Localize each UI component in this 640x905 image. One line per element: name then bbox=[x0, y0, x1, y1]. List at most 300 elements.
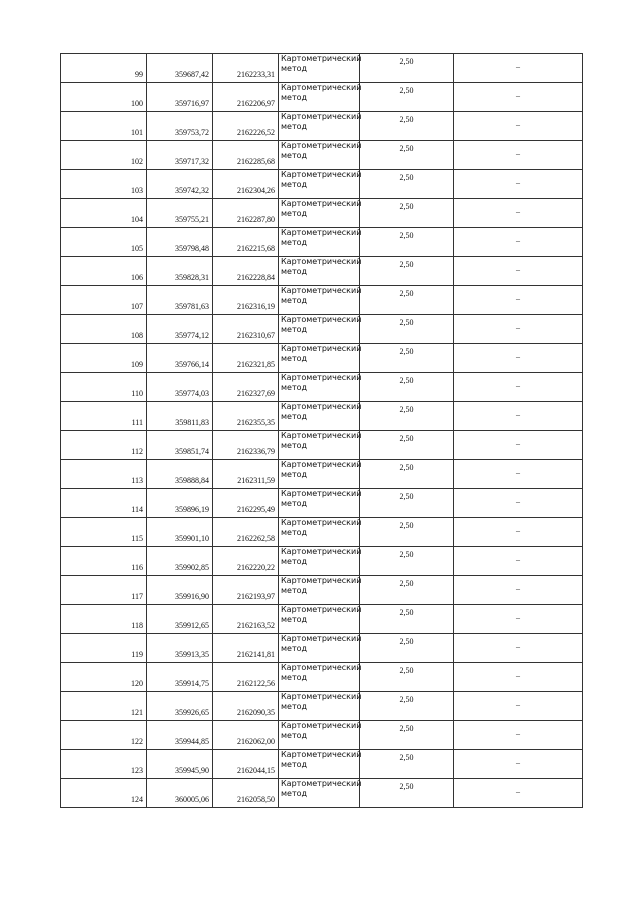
accuracy-cell-text: 2,50 bbox=[399, 144, 414, 153]
accuracy-cell bbox=[360, 663, 454, 692]
accuracy-cell bbox=[360, 199, 454, 228]
method-cell bbox=[279, 170, 360, 199]
accuracy-cell bbox=[360, 576, 454, 605]
accuracy-cell-text: 2,50 bbox=[399, 86, 414, 95]
y-coordinate-cell-text: 2162206,97 bbox=[237, 99, 275, 108]
y-coordinate-cell bbox=[213, 257, 279, 286]
method-cell bbox=[279, 112, 360, 141]
method-cell bbox=[279, 576, 360, 605]
extra-cell-text: – bbox=[516, 671, 520, 680]
method-cell-text: Картометрический метод bbox=[281, 605, 362, 624]
point-number-cell-text: 121 bbox=[131, 708, 143, 717]
accuracy-cell-text: 2,50 bbox=[399, 782, 414, 791]
accuracy-cell-text: 2,50 bbox=[399, 115, 414, 124]
x-coordinate-cell bbox=[147, 460, 213, 489]
table-row bbox=[61, 750, 583, 779]
accuracy-cell bbox=[360, 170, 454, 199]
point-number-cell-text: 111 bbox=[131, 418, 143, 427]
accuracy-cell bbox=[360, 518, 454, 547]
extra-cell bbox=[454, 692, 583, 721]
extra-cell-text: – bbox=[516, 526, 520, 535]
extra-cell-text: – bbox=[516, 352, 520, 361]
extra-cell bbox=[454, 518, 583, 547]
y-coordinate-cell bbox=[213, 721, 279, 750]
y-coordinate-cell-text: 2162311,59 bbox=[237, 476, 275, 485]
x-coordinate-cell bbox=[147, 721, 213, 750]
table-row bbox=[61, 518, 583, 547]
y-coordinate-cell bbox=[213, 576, 279, 605]
x-coordinate-cell bbox=[147, 315, 213, 344]
x-coordinate-cell bbox=[147, 199, 213, 228]
point-number-cell bbox=[61, 547, 147, 576]
point-number-cell-text: 99 bbox=[135, 70, 143, 79]
point-number-cell-text: 105 bbox=[131, 244, 143, 253]
y-coordinate-cell bbox=[213, 170, 279, 199]
y-coordinate-cell-text: 2162062,00 bbox=[237, 737, 275, 746]
x-coordinate-cell bbox=[147, 692, 213, 721]
x-coordinate-cell-text: 359774,03 bbox=[175, 389, 209, 398]
extra-cell bbox=[454, 721, 583, 750]
point-number-cell bbox=[61, 373, 147, 402]
y-coordinate-cell-text: 2162122,56 bbox=[237, 679, 275, 688]
extra-cell-text: – bbox=[516, 555, 520, 564]
point-number-cell bbox=[61, 199, 147, 228]
method-cell bbox=[279, 663, 360, 692]
table-row bbox=[61, 54, 583, 83]
accuracy-cell-text: 2,50 bbox=[399, 637, 414, 646]
x-coordinate-cell bbox=[147, 170, 213, 199]
accuracy-cell-text: 2,50 bbox=[399, 173, 414, 182]
method-cell-text: Картометрический метод bbox=[281, 228, 362, 247]
y-coordinate-cell bbox=[213, 402, 279, 431]
extra-cell-text: – bbox=[516, 758, 520, 767]
method-cell-text: Картометрический метод bbox=[281, 779, 362, 798]
extra-cell bbox=[454, 402, 583, 431]
y-coordinate-cell-text: 2162215,68 bbox=[237, 244, 275, 253]
method-cell-text: Картометрический метод bbox=[281, 402, 362, 421]
y-coordinate-cell bbox=[213, 634, 279, 663]
extra-cell-text: – bbox=[516, 497, 520, 506]
method-cell-text: Картометрический метод bbox=[281, 199, 362, 218]
method-cell bbox=[279, 315, 360, 344]
point-number-cell-text: 108 bbox=[131, 331, 143, 340]
table-row bbox=[61, 460, 583, 489]
point-number-cell-text: 113 bbox=[131, 476, 143, 485]
method-cell bbox=[279, 257, 360, 286]
method-cell bbox=[279, 199, 360, 228]
method-cell-text: Картометрический метод bbox=[281, 431, 362, 450]
accuracy-cell-text: 2,50 bbox=[399, 434, 414, 443]
x-coordinate-cell-text: 359716,97 bbox=[175, 99, 209, 108]
method-cell-text: Картометрический метод bbox=[281, 344, 362, 363]
point-number-cell bbox=[61, 460, 147, 489]
method-cell-text: Картометрический метод bbox=[281, 373, 362, 392]
point-number-cell bbox=[61, 779, 147, 808]
method-cell-text: Картометрический метод bbox=[281, 460, 362, 479]
x-coordinate-cell bbox=[147, 750, 213, 779]
point-number-cell bbox=[61, 344, 147, 373]
x-coordinate-cell-text: 359851,74 bbox=[175, 447, 209, 456]
table-row bbox=[61, 547, 583, 576]
table-row bbox=[61, 112, 583, 141]
accuracy-cell-text: 2,50 bbox=[399, 666, 414, 675]
y-coordinate-cell-text: 2162193,97 bbox=[237, 592, 275, 601]
x-coordinate-cell-text: 359828,31 bbox=[175, 273, 209, 282]
point-number-cell-text: 122 bbox=[131, 737, 143, 746]
table-row bbox=[61, 605, 583, 634]
method-cell-text: Картометрический метод bbox=[281, 489, 362, 508]
method-cell bbox=[279, 460, 360, 489]
accuracy-cell bbox=[360, 605, 454, 634]
method-cell-text: Картометрический метод bbox=[281, 518, 362, 537]
y-coordinate-cell bbox=[213, 141, 279, 170]
y-coordinate-cell bbox=[213, 431, 279, 460]
method-cell bbox=[279, 373, 360, 402]
extra-cell-text: – bbox=[516, 323, 520, 332]
y-coordinate-cell-text: 2162058,50 bbox=[237, 795, 275, 804]
extra-cell-text: – bbox=[516, 613, 520, 622]
accuracy-cell bbox=[360, 489, 454, 518]
x-coordinate-cell-text: 359913,35 bbox=[175, 650, 209, 659]
point-number-cell bbox=[61, 431, 147, 460]
point-number-cell-text: 114 bbox=[131, 505, 143, 514]
accuracy-cell bbox=[360, 112, 454, 141]
y-coordinate-cell-text: 2162044,15 bbox=[237, 766, 275, 775]
method-cell-text: Картометрический метод bbox=[281, 286, 362, 305]
accuracy-cell-text: 2,50 bbox=[399, 608, 414, 617]
method-cell bbox=[279, 141, 360, 170]
y-coordinate-cell bbox=[213, 692, 279, 721]
extra-cell bbox=[454, 286, 583, 315]
y-coordinate-cell-text: 2162226,52 bbox=[237, 128, 275, 137]
table-row bbox=[61, 228, 583, 257]
accuracy-cell bbox=[360, 315, 454, 344]
table-row bbox=[61, 431, 583, 460]
extra-cell bbox=[454, 344, 583, 373]
y-coordinate-cell bbox=[213, 605, 279, 634]
method-cell-text: Картометрический метод bbox=[281, 141, 362, 160]
extra-cell-text: – bbox=[516, 294, 520, 303]
point-number-cell-text: 102 bbox=[131, 157, 143, 166]
method-cell bbox=[279, 721, 360, 750]
method-cell bbox=[279, 489, 360, 518]
accuracy-cell-text: 2,50 bbox=[399, 405, 414, 414]
table-row bbox=[61, 692, 583, 721]
point-number-cell bbox=[61, 605, 147, 634]
extra-cell-text: – bbox=[516, 265, 520, 274]
method-cell-text: Картометрический метод bbox=[281, 112, 362, 131]
point-number-cell-text: 109 bbox=[131, 360, 143, 369]
method-cell-text: Картометрический метод bbox=[281, 634, 362, 653]
point-number-cell bbox=[61, 286, 147, 315]
y-coordinate-cell bbox=[213, 663, 279, 692]
point-number-cell bbox=[61, 112, 147, 141]
point-number-cell bbox=[61, 721, 147, 750]
x-coordinate-cell-text: 359912,65 bbox=[175, 621, 209, 630]
method-cell-text: Картометрический метод bbox=[281, 257, 362, 276]
method-cell-text: Картометрический метод bbox=[281, 170, 362, 189]
point-number-cell-text: 118 bbox=[131, 621, 143, 630]
extra-cell bbox=[454, 141, 583, 170]
x-coordinate-cell bbox=[147, 431, 213, 460]
x-coordinate-cell-text: 359687,42 bbox=[175, 70, 209, 79]
x-coordinate-cell bbox=[147, 779, 213, 808]
x-coordinate-cell bbox=[147, 141, 213, 170]
method-cell-text: Картометрический метод bbox=[281, 54, 362, 73]
x-coordinate-cell bbox=[147, 605, 213, 634]
accuracy-cell-text: 2,50 bbox=[399, 260, 414, 269]
y-coordinate-cell bbox=[213, 518, 279, 547]
extra-cell-text: – bbox=[516, 120, 520, 129]
method-cell bbox=[279, 54, 360, 83]
point-number-cell-text: 106 bbox=[131, 273, 143, 282]
point-number-cell-text: 119 bbox=[131, 650, 143, 659]
extra-cell-text: – bbox=[516, 787, 520, 796]
x-coordinate-cell bbox=[147, 228, 213, 257]
y-coordinate-cell bbox=[213, 460, 279, 489]
x-coordinate-cell bbox=[147, 112, 213, 141]
accuracy-cell bbox=[360, 141, 454, 170]
x-coordinate-cell-text: 359742,32 bbox=[175, 186, 209, 195]
x-coordinate-cell-text: 359753,72 bbox=[175, 128, 209, 137]
x-coordinate-cell-text: 359798,48 bbox=[175, 244, 209, 253]
accuracy-cell bbox=[360, 721, 454, 750]
y-coordinate-cell bbox=[213, 54, 279, 83]
extra-cell-text: – bbox=[516, 149, 520, 158]
accuracy-cell-text: 2,50 bbox=[399, 289, 414, 298]
table-row bbox=[61, 634, 583, 663]
extra-cell bbox=[454, 373, 583, 402]
point-number-cell-text: 117 bbox=[131, 592, 143, 601]
point-number-cell bbox=[61, 257, 147, 286]
point-number-cell-text: 110 bbox=[131, 389, 143, 398]
point-number-cell bbox=[61, 54, 147, 83]
y-coordinate-cell bbox=[213, 779, 279, 808]
point-number-cell-text: 115 bbox=[131, 534, 143, 543]
y-coordinate-cell-text: 2162285,68 bbox=[237, 157, 275, 166]
x-coordinate-cell-text: 359914,75 bbox=[175, 679, 209, 688]
accuracy-cell bbox=[360, 54, 454, 83]
method-cell bbox=[279, 547, 360, 576]
extra-cell-text: – bbox=[516, 700, 520, 709]
extra-cell bbox=[454, 489, 583, 518]
table-row bbox=[61, 199, 583, 228]
accuracy-cell bbox=[360, 750, 454, 779]
point-number-cell bbox=[61, 634, 147, 663]
point-number-cell-text: 107 bbox=[131, 302, 143, 311]
y-coordinate-cell-text: 2162262,58 bbox=[237, 534, 275, 543]
table-row bbox=[61, 315, 583, 344]
x-coordinate-cell-text: 359781,63 bbox=[175, 302, 209, 311]
point-number-cell bbox=[61, 228, 147, 257]
point-number-cell bbox=[61, 489, 147, 518]
extra-cell bbox=[454, 112, 583, 141]
extra-cell-text: – bbox=[516, 410, 520, 419]
x-coordinate-cell-text: 359945,90 bbox=[175, 766, 209, 775]
y-coordinate-cell-text: 2162295,49 bbox=[237, 505, 275, 514]
accuracy-cell-text: 2,50 bbox=[399, 724, 414, 733]
x-coordinate-cell-text: 359755,21 bbox=[175, 215, 209, 224]
accuracy-cell-text: 2,50 bbox=[399, 376, 414, 385]
extra-cell-text: – bbox=[516, 584, 520, 593]
point-number-cell-text: 116 bbox=[131, 563, 143, 572]
method-cell-text: Картометрический метод bbox=[281, 547, 362, 566]
table-row bbox=[61, 721, 583, 750]
accuracy-cell bbox=[360, 547, 454, 576]
method-cell bbox=[279, 750, 360, 779]
point-number-cell-text: 120 bbox=[131, 679, 143, 688]
point-number-cell bbox=[61, 141, 147, 170]
method-cell bbox=[279, 605, 360, 634]
accuracy-cell-text: 2,50 bbox=[399, 57, 414, 66]
extra-cell bbox=[454, 315, 583, 344]
y-coordinate-cell-text: 2162163,52 bbox=[237, 621, 275, 630]
extra-cell-text: – bbox=[516, 178, 520, 187]
y-coordinate-cell bbox=[213, 112, 279, 141]
x-coordinate-cell-text: 359717,32 bbox=[175, 157, 209, 166]
y-coordinate-cell bbox=[213, 199, 279, 228]
point-number-cell-text: 124 bbox=[131, 795, 143, 804]
y-coordinate-cell bbox=[213, 315, 279, 344]
method-cell bbox=[279, 344, 360, 373]
x-coordinate-cell bbox=[147, 257, 213, 286]
extra-cell bbox=[454, 228, 583, 257]
method-cell-text: Картометрический метод bbox=[281, 692, 362, 711]
method-cell bbox=[279, 83, 360, 112]
table-row bbox=[61, 779, 583, 808]
x-coordinate-cell-text: 359901,10 bbox=[175, 534, 209, 543]
extra-cell bbox=[454, 634, 583, 663]
accuracy-cell bbox=[360, 431, 454, 460]
method-cell bbox=[279, 402, 360, 431]
y-coordinate-cell-text: 2162233,31 bbox=[237, 70, 275, 79]
point-number-cell bbox=[61, 692, 147, 721]
point-number-cell-text: 104 bbox=[131, 215, 143, 224]
y-coordinate-cell-text: 2162336,79 bbox=[237, 447, 275, 456]
accuracy-cell bbox=[360, 460, 454, 489]
extra-cell-text: – bbox=[516, 642, 520, 651]
accuracy-cell-text: 2,50 bbox=[399, 695, 414, 704]
point-number-cell-text: 101 bbox=[131, 128, 143, 137]
x-coordinate-cell bbox=[147, 402, 213, 431]
x-coordinate-cell-text: 359902,85 bbox=[175, 563, 209, 572]
accuracy-cell-text: 2,50 bbox=[399, 347, 414, 356]
x-coordinate-cell-text: 359896,19 bbox=[175, 505, 209, 514]
method-cell-text: Картометрический метод bbox=[281, 750, 362, 769]
y-coordinate-cell-text: 2162316,19 bbox=[237, 302, 275, 311]
method-cell-text: Картометрический метод bbox=[281, 576, 362, 595]
x-coordinate-cell bbox=[147, 576, 213, 605]
x-coordinate-cell bbox=[147, 489, 213, 518]
point-number-cell bbox=[61, 750, 147, 779]
table-body bbox=[61, 54, 583, 808]
accuracy-cell-text: 2,50 bbox=[399, 318, 414, 327]
y-coordinate-cell-text: 2162304,26 bbox=[237, 186, 275, 195]
x-coordinate-cell-text: 360005,06 bbox=[175, 795, 209, 804]
extra-cell-text: – bbox=[516, 91, 520, 100]
x-coordinate-cell bbox=[147, 83, 213, 112]
x-coordinate-cell bbox=[147, 373, 213, 402]
point-number-cell bbox=[61, 170, 147, 199]
x-coordinate-cell-text: 359888,84 bbox=[175, 476, 209, 485]
y-coordinate-cell-text: 2162228,84 bbox=[237, 273, 275, 282]
method-cell bbox=[279, 431, 360, 460]
extra-cell bbox=[454, 663, 583, 692]
accuracy-cell bbox=[360, 344, 454, 373]
point-number-cell bbox=[61, 315, 147, 344]
accuracy-cell-text: 2,50 bbox=[399, 521, 414, 530]
y-coordinate-cell bbox=[213, 228, 279, 257]
x-coordinate-cell-text: 359774,12 bbox=[175, 331, 209, 340]
extra-cell bbox=[454, 779, 583, 808]
extra-cell-text: – bbox=[516, 729, 520, 738]
table-row bbox=[61, 257, 583, 286]
point-number-cell bbox=[61, 402, 147, 431]
point-number-cell-text: 123 bbox=[131, 766, 143, 775]
extra-cell-text: – bbox=[516, 207, 520, 216]
accuracy-cell bbox=[360, 692, 454, 721]
coordinates-table bbox=[60, 53, 583, 808]
extra-cell-text: – bbox=[516, 62, 520, 71]
accuracy-cell-text: 2,50 bbox=[399, 202, 414, 211]
table-row bbox=[61, 344, 583, 373]
y-coordinate-cell-text: 2162355,35 bbox=[237, 418, 275, 427]
y-coordinate-cell-text: 2162141,81 bbox=[237, 650, 275, 659]
extra-cell bbox=[454, 547, 583, 576]
x-coordinate-cell bbox=[147, 286, 213, 315]
accuracy-cell-text: 2,50 bbox=[399, 579, 414, 588]
x-coordinate-cell bbox=[147, 634, 213, 663]
table-row bbox=[61, 576, 583, 605]
table-row bbox=[61, 663, 583, 692]
y-coordinate-cell bbox=[213, 286, 279, 315]
extra-cell-text: – bbox=[516, 439, 520, 448]
table-row bbox=[61, 402, 583, 431]
extra-cell bbox=[454, 431, 583, 460]
extra-cell bbox=[454, 257, 583, 286]
extra-cell bbox=[454, 54, 583, 83]
y-coordinate-cell-text: 2162220,22 bbox=[237, 563, 275, 572]
y-coordinate-cell-text: 2162327,69 bbox=[237, 389, 275, 398]
y-coordinate-cell bbox=[213, 750, 279, 779]
x-coordinate-cell bbox=[147, 547, 213, 576]
accuracy-cell bbox=[360, 228, 454, 257]
extra-cell-text: – bbox=[516, 381, 520, 390]
point-number-cell bbox=[61, 663, 147, 692]
x-coordinate-cell bbox=[147, 663, 213, 692]
x-coordinate-cell-text: 359811,83 bbox=[175, 418, 209, 427]
extra-cell bbox=[454, 750, 583, 779]
point-number-cell bbox=[61, 518, 147, 547]
x-coordinate-cell bbox=[147, 518, 213, 547]
method-cell bbox=[279, 779, 360, 808]
accuracy-cell bbox=[360, 257, 454, 286]
method-cell-text: Картометрический метод bbox=[281, 83, 362, 102]
y-coordinate-cell bbox=[213, 547, 279, 576]
x-coordinate-cell bbox=[147, 344, 213, 373]
x-coordinate-cell bbox=[147, 54, 213, 83]
method-cell bbox=[279, 518, 360, 547]
table-row bbox=[61, 286, 583, 315]
extra-cell-text: – bbox=[516, 236, 520, 245]
y-coordinate-cell-text: 2162287,80 bbox=[237, 215, 275, 224]
method-cell bbox=[279, 634, 360, 663]
x-coordinate-cell-text: 359916,90 bbox=[175, 592, 209, 601]
accuracy-cell-text: 2,50 bbox=[399, 463, 414, 472]
accuracy-cell bbox=[360, 373, 454, 402]
point-number-cell bbox=[61, 576, 147, 605]
method-cell-text: Картометрический метод bbox=[281, 315, 362, 334]
